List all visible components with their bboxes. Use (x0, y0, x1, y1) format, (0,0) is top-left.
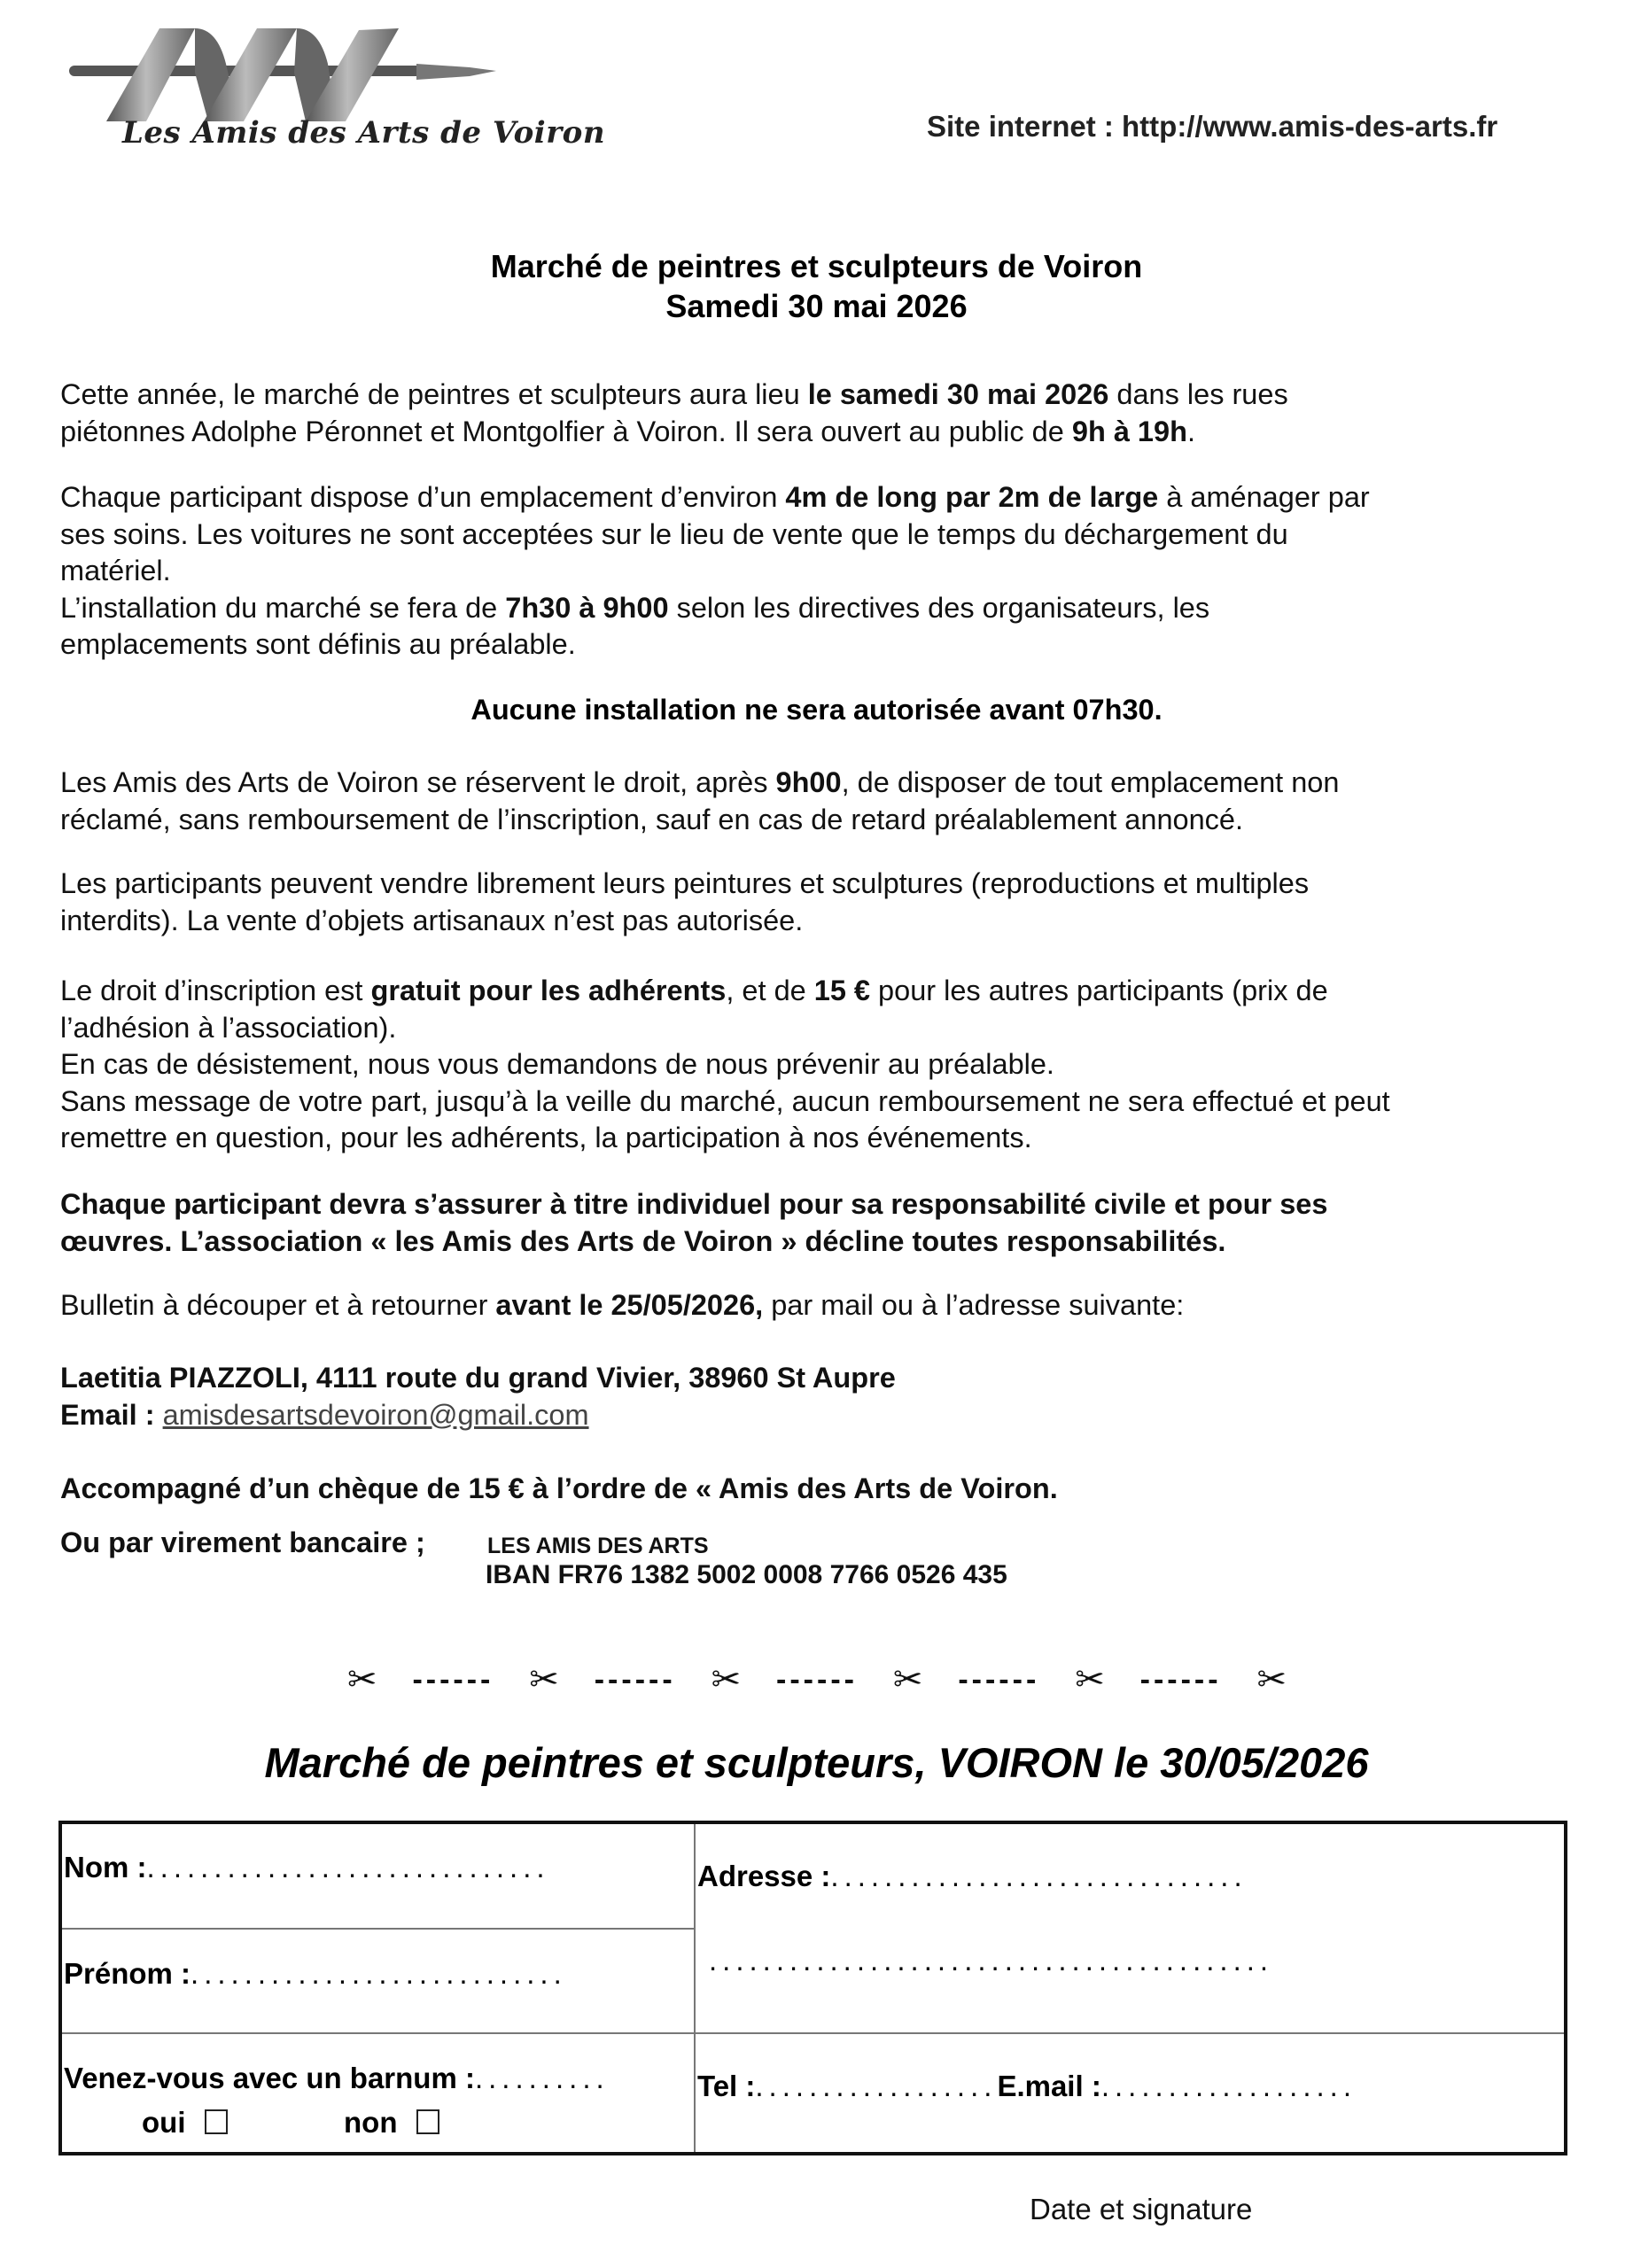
paragraph-insurance (60, 1186, 1584, 1260)
paragraph-reservation-rights (60, 765, 1584, 838)
text: Les Amis des Arts de Voiron se réservent le droit, après (60, 766, 776, 798)
row-divider (62, 1928, 694, 1930)
text: Bulletin à découper et à retourner (60, 1289, 496, 1321)
text: emplacements sont définis au préalable. (60, 628, 576, 660)
bold-date: le samedi 30 mai 2026 (807, 378, 1109, 410)
email-label: Email : (60, 1398, 163, 1431)
bold-deadline: avant le 25/05/2026, (495, 1289, 764, 1321)
text: L’installation du marché se fera de (60, 591, 506, 624)
scissors-icon: ✂ (529, 1660, 559, 1699)
website-url[interactable]: Site internet : http://www.amis-des-arts.fr (927, 110, 1498, 143)
text: , de disposer de tout emplacement non (841, 766, 1340, 798)
column-divider (694, 1824, 696, 2152)
adresse-input-line[interactable]: ............................... (830, 1860, 1248, 1892)
adresse-label: Adresse : (697, 1860, 831, 1892)
field-nom[interactable] (64, 1851, 550, 1884)
text: à aménager par (1158, 481, 1370, 513)
scissors-icon: ✂ (347, 1660, 377, 1699)
oui-checkbox[interactable] (205, 2109, 228, 2134)
text: pour les autres participants (prix de (870, 975, 1328, 1006)
scissors-icon: ✂ (1256, 1660, 1287, 1699)
paragraph-location-setup (60, 479, 1584, 664)
text: par mail ou à l’adresse suivante: (763, 1289, 1185, 1321)
adresse-input-line-2[interactable]: .......................................... (709, 1944, 1274, 1977)
prenom-input-line[interactable]: ............................ (191, 1957, 567, 1990)
paragraph-date-location (60, 377, 1584, 450)
text: selon les directives des organisateurs, les (668, 591, 1210, 624)
scissors-icon: ✂ (892, 1660, 923, 1699)
text: piétonnes Adolphe Péronnet et Montgolfier à Voiron. Il sera ouvert au public de (60, 415, 1072, 447)
bold-time: 9h00 (775, 766, 842, 798)
registration-form (58, 1821, 1567, 2155)
barnum-dots: .......... (474, 2062, 610, 2094)
nom-label: Nom : (64, 1851, 147, 1884)
text: Les participants peuvent vendre librement leurs peintures et sculptures (reproductions et multiples (60, 867, 1310, 899)
page-date: Samedi 30 mai 2026 (665, 288, 968, 324)
dashes: ------ (958, 1662, 1040, 1697)
tel-label: Tel : (697, 2070, 756, 2102)
form-title: Marché de peintres et sculpteurs, VOIRON le 30/05/2026 (264, 1739, 1369, 1786)
brush-tip (416, 64, 496, 80)
notice-no-install: Aucune installation ne sera autorisée avant 07h30. (470, 694, 1163, 726)
paragraph-sales-rules (60, 866, 1584, 939)
bank-transfer-label: Ou par virement bancaire ; (60, 1526, 425, 1558)
text: Chaque participant devra s’assurer à titre individuel pour sa responsabilité civile et pour ses (60, 1188, 1328, 1220)
email-input-line[interactable]: ................... (1100, 2070, 1357, 2102)
email-field-label: E.mail : (997, 2070, 1101, 2102)
scissors-icon: ✂ (1075, 1660, 1105, 1699)
text: Chaque participant dispose d’un emplacement d’environ (60, 481, 786, 513)
text: Cette année, le marché de peintres et sculpteurs aura lieu (60, 378, 808, 410)
tel-input-line[interactable]: .................. (755, 2070, 998, 2102)
field-adresse[interactable] (697, 1860, 1248, 1893)
contact-block (60, 1360, 1584, 1433)
cheque-instructions: Accompagné d’un chèque de 15 € à l’ordre de « Amis des Arts de Voiron. (60, 1472, 1058, 1504)
non-label: non (344, 2106, 398, 2139)
paragraph-return-instructions (60, 1287, 1584, 1324)
text: . (1186, 415, 1195, 447)
dashes: ------ (776, 1662, 858, 1697)
dashes: ------ (594, 1662, 676, 1697)
contact-address: Laetitia PIAZZOLI, 4111 route du grand Vivier, 38960 St Aupre (60, 1362, 896, 1394)
bold-dimensions: 4m de long par 2m de large (785, 481, 1159, 513)
field-adresse-line2[interactable] (709, 1944, 1273, 1977)
text: matériel. (60, 555, 171, 586)
dashes: ------ (412, 1662, 494, 1697)
text: interdits). La vente d’objets artisanaux n’est pas autorisée. (60, 904, 804, 936)
text: En cas de désistement, nous vous demandons de nous prévenir au préalable. (60, 1048, 1054, 1080)
bold-hours: 9h à 19h (1071, 415, 1187, 447)
logo-text: Les Amis des Arts de Voiron (122, 115, 606, 151)
contact-email-link[interactable]: amisdesartsdevoiron@gmail.com (162, 1398, 589, 1431)
row-divider (62, 2032, 1564, 2034)
dashes: ------ (1139, 1662, 1222, 1697)
field-tel-email[interactable] (697, 2070, 1357, 2103)
nom-input-line[interactable]: .............................. (146, 1851, 550, 1884)
cut-line (347, 1662, 1287, 1697)
text: l’adhésion à l’association). (60, 1011, 397, 1044)
text: , et de (726, 975, 814, 1006)
bank-iban: IBAN FR76 1382 5002 0008 7766 0526 435 (486, 1560, 1007, 1589)
bank-account-name: LES AMIS DES ARTS (487, 1534, 709, 1558)
bold-free: gratuit pour les adhérents (370, 975, 727, 1006)
page-title: Marché de peintres et sculpteurs de Voiron (490, 248, 1143, 284)
bold-price: 15 € (813, 975, 871, 1006)
bold-setup-time: 7h30 à 9h00 (505, 591, 669, 624)
text: réclamé, sans remboursement de l’inscription, sauf en cas de retard préalablement annoncé. (60, 803, 1244, 835)
scissors-icon: ✂ (711, 1660, 742, 1699)
text: ses soins. Les voitures ne sont acceptées sur le lieu de vente que le temps du déchargement du (60, 517, 1288, 550)
field-barnum (64, 2062, 610, 2095)
text: œuvres. L’association « les Amis des Arts de Voiron » décline toutes responsabilités. (60, 1224, 1226, 1257)
paragraph-registration-fee (60, 973, 1584, 1157)
oui-label: oui (142, 2106, 186, 2139)
text: remettre en question, pour les adhérents, la participation à nos événements. (60, 1122, 1032, 1153)
text: dans les rues (1108, 378, 1288, 410)
non-checkbox[interactable] (416, 2109, 439, 2134)
barnum-oui-option[interactable] (142, 2106, 228, 2140)
text: Sans message de votre part, jusqu’à la veille du marché, aucun remboursement ne sera effectué et peut (60, 1084, 1390, 1117)
barnum-label: Venez-vous avec un barnum : (64, 2062, 475, 2094)
field-prenom[interactable] (64, 1957, 567, 1991)
text: Le droit d’inscription est (60, 975, 371, 1006)
barnum-non-option[interactable] (344, 2106, 439, 2140)
signature-label: Date et signature (1030, 2193, 1253, 2225)
prenom-label: Prénom : (64, 1957, 191, 1990)
